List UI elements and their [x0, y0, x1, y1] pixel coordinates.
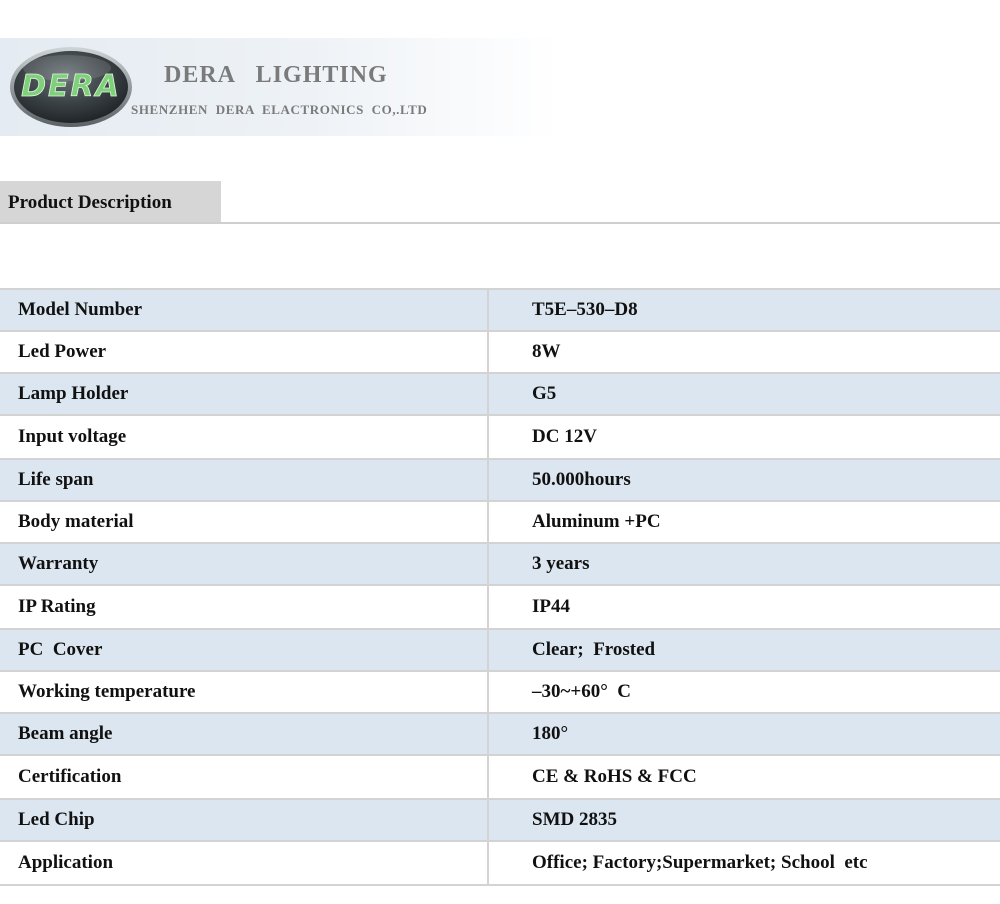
- spec-row: [0, 714, 1000, 756]
- spec-value: 3 years: [532, 553, 590, 574]
- spec-value: G5: [532, 383, 557, 404]
- spec-value: Aluminum +PC: [532, 511, 661, 532]
- spec-row: [0, 460, 1000, 502]
- spec-row: [0, 586, 1000, 630]
- company-name: DERA LIGHTING: [164, 62, 388, 88]
- spec-value: –30~+60° C: [532, 681, 632, 702]
- spec-row: [0, 544, 1000, 586]
- spec-row: [0, 416, 1000, 460]
- spec-value: T5E–530–D8: [532, 299, 638, 320]
- spec-value: 8W: [532, 341, 561, 362]
- spec-value: IP44: [532, 596, 570, 617]
- spec-row: [0, 290, 1000, 332]
- section-title: Product Description: [8, 192, 172, 213]
- spec-row: [0, 756, 1000, 800]
- spec-label: Working temperature: [0, 672, 489, 712]
- spec-label: Led Power: [0, 332, 489, 372]
- logo-text: DERA: [21, 69, 121, 104]
- spec-label: Model Number: [0, 290, 489, 330]
- spec-value: CE & RoHS & FCC: [532, 766, 697, 787]
- spec-value: SMD 2835: [532, 809, 617, 830]
- company-subtitle: SHENZHEN DERA ELACTRONICS CO,.LTD: [131, 102, 428, 117]
- spec-label: Life span: [0, 460, 489, 500]
- spec-value: DC 12V: [532, 426, 597, 447]
- section-divider: [0, 222, 1000, 224]
- spec-label: Body material: [0, 502, 489, 542]
- spec-value: 180°: [532, 723, 569, 744]
- spec-label: Input voltage: [0, 416, 489, 458]
- spec-row: [0, 630, 1000, 672]
- dera-logo: [9, 46, 133, 128]
- spec-label: Certification: [0, 756, 489, 798]
- spec-label: Warranty: [0, 544, 489, 584]
- spec-value: Office; Factory;Supermarket; School etc: [532, 852, 868, 873]
- spec-label: IP Rating: [0, 586, 489, 628]
- spec-row: [0, 502, 1000, 544]
- spec-value: Clear; Frosted: [532, 639, 656, 660]
- spec-row: [0, 332, 1000, 374]
- spec-value: 50.000hours: [532, 469, 631, 490]
- spec-label: Lamp Holder: [0, 374, 489, 414]
- spec-label: PC Cover: [0, 630, 489, 670]
- spec-row: [0, 800, 1000, 842]
- spec-label: Beam angle: [0, 714, 489, 754]
- spec-table: [0, 288, 1000, 886]
- spec-row: [0, 672, 1000, 714]
- spec-label: Application: [0, 842, 489, 884]
- spec-row: [0, 842, 1000, 886]
- spec-label: Led Chip: [0, 800, 489, 840]
- spec-row: [0, 374, 1000, 416]
